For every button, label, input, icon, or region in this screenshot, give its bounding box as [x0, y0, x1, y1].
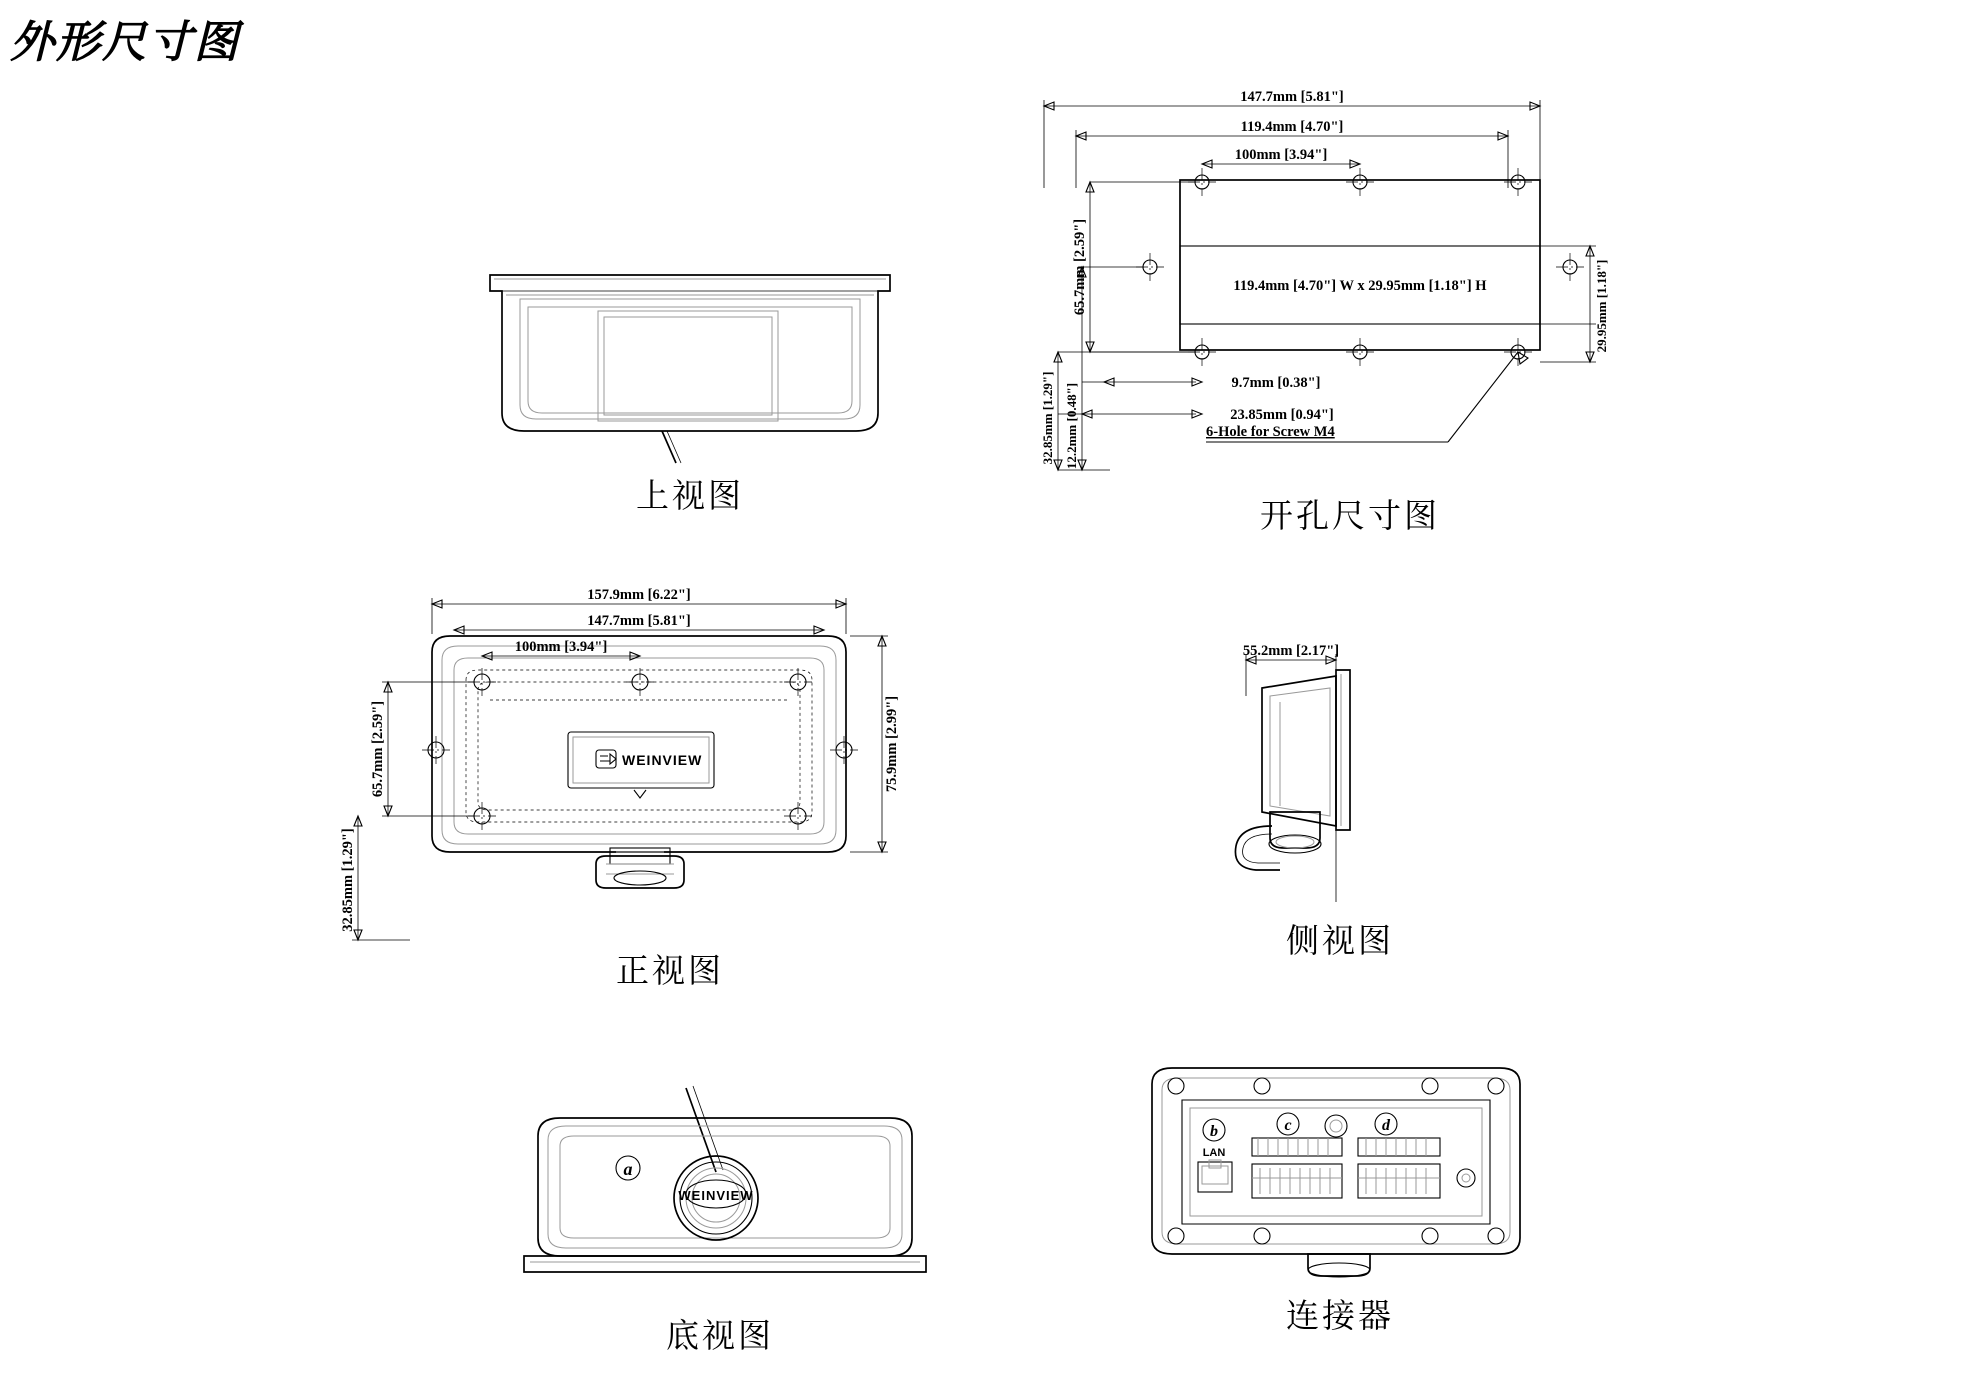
- lan-label: LAN: [1202, 1147, 1226, 1159]
- dim-front-75-9: 75.9mm [2.99"]: [884, 695, 900, 793]
- caption-side-view: 侧视图: [1286, 924, 1394, 960]
- dim-cutout-23-85: 23.85mm [0.94"]: [1230, 407, 1334, 423]
- dim-cutout-100: 100mm [3.94"]: [1234, 147, 1328, 163]
- caption-connector-view: 连接器: [1286, 1299, 1394, 1335]
- dim-front-157-9: 157.9mm [6.22"]: [587, 587, 691, 603]
- view-side: [1210, 630, 1510, 960]
- dim-cutout-9-7: 9.7mm [0.38"]: [1231, 375, 1321, 391]
- label-cutout-opening: 119.4mm [4.70"] W x 29.95mm [1.18"] H: [1233, 278, 1487, 294]
- dim-front-147-7: 147.7mm [5.81"]: [587, 613, 691, 629]
- caption-bottom-view: 底视图: [666, 1319, 774, 1355]
- dim-cutout-12-2: 12.2mm [0.48"]: [1064, 382, 1079, 470]
- view-cutout: [1030, 70, 1609, 535]
- caption-front-view: 正视图: [616, 954, 724, 990]
- brand-label-bottom: WEINVIEW: [678, 1188, 754, 1203]
- dim-cutout-119-4: 119.4mm [4.70"]: [1240, 119, 1344, 135]
- dim-cutout-147-7: 147.7mm [5.81"]: [1240, 89, 1344, 105]
- dim-side-55-2: 55.2mm [2.17"]: [1242, 643, 1340, 659]
- view-bottom: [520, 1080, 940, 1355]
- marker-b-label: b: [1210, 1123, 1218, 1140]
- dim-front-65-7: 65.7mm [2.59"]: [370, 700, 386, 798]
- view-top: [480, 255, 900, 515]
- dim-front-100: 100mm [3.94"]: [514, 639, 608, 655]
- caption-top-view: 上视图: [636, 479, 744, 515]
- note-6-hole-screw-m4: 6-Hole for Screw M4: [1206, 424, 1335, 440]
- dim-cutout-32-85: 32.85mm [1.29"]: [1040, 371, 1055, 465]
- brand-label: WEINVIEW: [622, 752, 703, 768]
- dim-cutout-29-95: 29.95mm [1.18"]: [1594, 259, 1609, 353]
- dim-cutout-65-7: 65.7mm [2.59"]: [1072, 218, 1088, 316]
- marker-a-label: a: [623, 1159, 633, 1179]
- dim-front-32-85: 32.85mm [1.29"]: [340, 828, 356, 932]
- marker-d-label: d: [1382, 1117, 1390, 1134]
- page-title: 外形尺寸图: [10, 18, 240, 67]
- marker-c-label: c: [1284, 1117, 1292, 1134]
- view-front: [340, 587, 920, 990]
- caption-cutout-view: 开孔尺寸图: [1260, 499, 1440, 535]
- view-connector: [1140, 1060, 1540, 1335]
